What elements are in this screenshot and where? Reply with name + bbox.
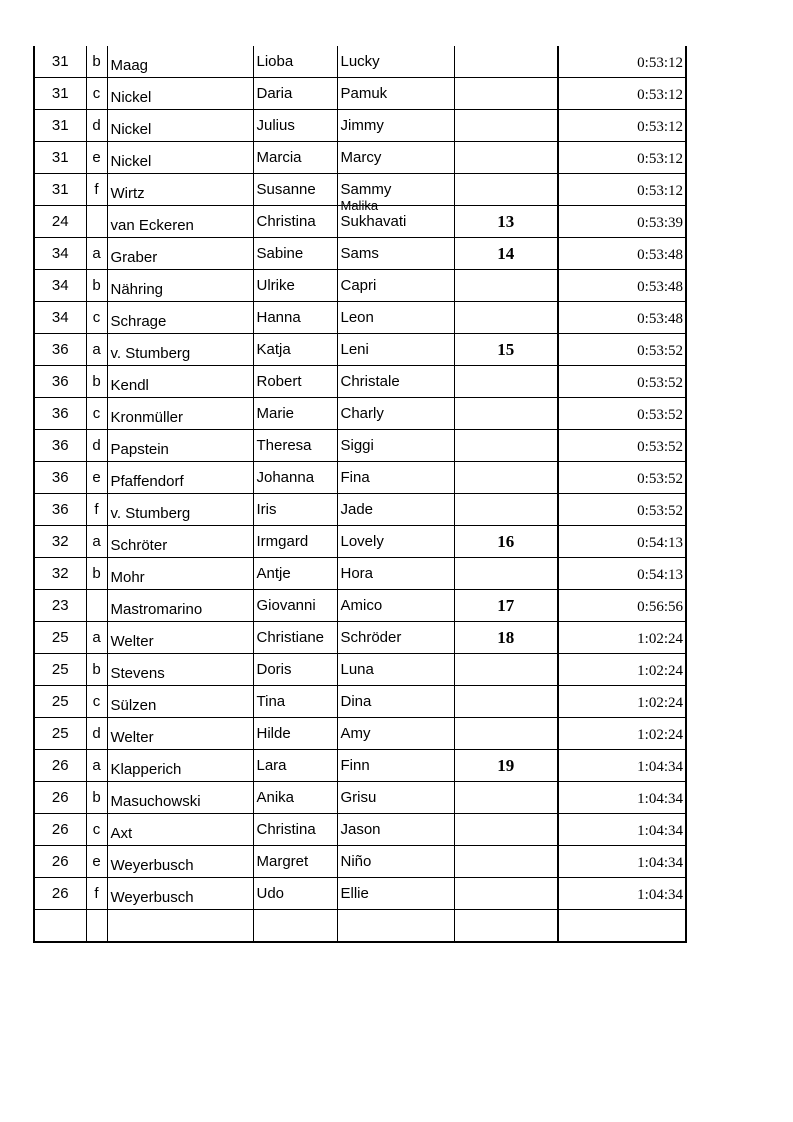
time-text: 1:02:24 [637, 663, 683, 679]
first-name-cell: Johanna [253, 462, 337, 494]
group-number-cell: 31 [34, 78, 86, 110]
time-cell [558, 750, 686, 782]
group-number-cell: 34 [34, 270, 86, 302]
group-number-cell: 23 [34, 590, 86, 622]
table-row [34, 238, 686, 270]
placement-cell [454, 142, 558, 174]
table-row [34, 334, 686, 366]
time-cell [558, 366, 686, 398]
table-row [34, 686, 686, 718]
time-cell [558, 782, 686, 814]
time-text: 0:53:52 [637, 503, 683, 519]
time-text: 1:04:34 [637, 823, 683, 839]
table-row [34, 206, 686, 238]
placement-cell [454, 910, 558, 943]
group-number-cell: 36 [34, 494, 86, 526]
dog-name-cell: Charly [337, 398, 454, 430]
time-cell [558, 910, 686, 943]
time-cell [558, 686, 686, 718]
sub-letter-cell: b [86, 654, 107, 686]
sub-letter-cell: a [86, 526, 107, 558]
group-number-cell: 36 [34, 334, 86, 366]
first-name-cell: Sabine [253, 238, 337, 270]
group-number-cell: 36 [34, 398, 86, 430]
time-cell [558, 814, 686, 846]
group-number-cell: 25 [34, 686, 86, 718]
last-name-text: Klapperich [110, 761, 182, 778]
first-name-cell: Christiane [253, 622, 337, 654]
first-name-cell: Hanna [253, 302, 337, 334]
placement-cell: 17 [454, 590, 558, 622]
group-number-cell: 31 [34, 174, 86, 206]
last-name-text: Kronmüller [110, 409, 184, 426]
table-row [34, 750, 686, 782]
group-number-cell: 26 [34, 782, 86, 814]
last-name-cell [107, 142, 253, 174]
last-name-text: Nickel [110, 153, 152, 170]
group-number-cell: 32 [34, 558, 86, 590]
last-name-cell [107, 494, 253, 526]
time-text: 0:53:48 [637, 279, 683, 295]
time-text: 0:53:39 [637, 215, 683, 231]
last-name-cell [107, 814, 253, 846]
time-text: 1:04:34 [637, 791, 683, 807]
dog-name-cell: Christale [337, 366, 454, 398]
time-text: 0:56:56 [637, 599, 683, 615]
table-row [34, 302, 686, 334]
sub-letter-cell: c [86, 398, 107, 430]
sub-letter-cell [86, 910, 107, 943]
first-name-cell: Lioba [253, 46, 337, 78]
time-text: 0:53:48 [637, 311, 683, 327]
table-row [34, 366, 686, 398]
first-name-cell: Christina [253, 814, 337, 846]
time-text: 1:04:34 [637, 759, 683, 775]
sub-letter-cell: f [86, 494, 107, 526]
placement-cell [454, 302, 558, 334]
placement-cell [454, 110, 558, 142]
dog-name-cell: Leon [337, 302, 454, 334]
last-name-cell [107, 622, 253, 654]
first-name-cell: Ulrike [253, 270, 337, 302]
first-name-cell: Tina [253, 686, 337, 718]
last-name-cell [107, 366, 253, 398]
table-row [34, 494, 686, 526]
first-name-cell: Katja [253, 334, 337, 366]
results-body [34, 46, 686, 942]
group-number-cell: 24 [34, 206, 86, 238]
sub-letter-cell: a [86, 334, 107, 366]
dog-name-cell: Schröder [337, 622, 454, 654]
last-name-text: Kendl [110, 377, 149, 394]
last-name-cell [107, 46, 253, 78]
last-name-cell [107, 558, 253, 590]
placement-cell [454, 846, 558, 878]
dog-name-cell: Lucky [337, 46, 454, 78]
time-cell [558, 846, 686, 878]
dog-name-cell: Ellie [337, 878, 454, 910]
last-name-text: Nickel [110, 121, 152, 138]
dog-name-cell: Capri [337, 270, 454, 302]
time-text: 1:02:24 [637, 631, 683, 647]
last-name-cell [107, 110, 253, 142]
time-text: 0:54:13 [637, 567, 683, 583]
time-cell [558, 206, 686, 238]
sub-letter-cell: a [86, 750, 107, 782]
last-name-text: Weyerbusch [110, 889, 194, 906]
dog-name-cell: Pamuk [337, 78, 454, 110]
table-row [34, 622, 686, 654]
table-row [34, 814, 686, 846]
sub-letter-cell: c [86, 686, 107, 718]
dog-name-cell: Fina [337, 462, 454, 494]
time-text: 0:53:52 [637, 471, 683, 487]
sub-letter-cell: b [86, 270, 107, 302]
time-cell [558, 558, 686, 590]
sub-letter-cell: e [86, 846, 107, 878]
time-cell [558, 526, 686, 558]
first-name-cell: Hilde [253, 718, 337, 750]
last-name-text: Weyerbusch [110, 857, 194, 874]
last-name-cell [107, 718, 253, 750]
time-text: 0:53:12 [637, 119, 683, 135]
dog-name-cell: Amico [337, 590, 454, 622]
last-name-cell [107, 654, 253, 686]
time-cell [558, 494, 686, 526]
group-number-cell: 25 [34, 622, 86, 654]
last-name-text: Pfaffendorf [110, 473, 184, 490]
sub-letter-cell: b [86, 46, 107, 78]
placement-cell [454, 494, 558, 526]
table-row [34, 782, 686, 814]
time-text: 0:53:12 [637, 55, 683, 71]
last-name-text: van Eckeren [110, 217, 194, 234]
last-name-cell [107, 846, 253, 878]
table-row [34, 142, 686, 174]
last-name-cell [107, 430, 253, 462]
table-row [34, 78, 686, 110]
placement-cell [454, 366, 558, 398]
placement-cell [454, 78, 558, 110]
time-text: 0:53:48 [637, 247, 683, 263]
dog-name-overflow-text: Malika [340, 198, 379, 213]
time-cell [558, 878, 686, 910]
group-number-cell: 34 [34, 238, 86, 270]
dog-name-cell: Jimmy [337, 110, 454, 142]
placement-cell [454, 46, 558, 78]
last-name-text: Stevens [110, 665, 165, 682]
dog-name-cell: Finn [337, 750, 454, 782]
table-row [34, 558, 686, 590]
group-number-cell: 36 [34, 366, 86, 398]
time-cell [558, 142, 686, 174]
sub-letter-cell: a [86, 238, 107, 270]
time-text: 1:02:24 [637, 727, 683, 743]
group-number-cell: 31 [34, 142, 86, 174]
sub-letter-cell: a [86, 622, 107, 654]
table-row [34, 270, 686, 302]
time-cell [558, 302, 686, 334]
last-name-text: Schröter [110, 537, 168, 554]
first-name-cell: Daria [253, 78, 337, 110]
dog-name-cell: Sams [337, 238, 454, 270]
group-number-cell [34, 910, 86, 943]
time-text: 0:54:13 [637, 535, 683, 551]
first-name-cell: Lara [253, 750, 337, 782]
dog-name-cell: Luna [337, 654, 454, 686]
first-name-cell: Antje [253, 558, 337, 590]
sub-letter-cell: d [86, 718, 107, 750]
time-text: 0:53:52 [637, 407, 683, 423]
group-number-cell: 26 [34, 814, 86, 846]
dog-name-cell: Marcy [337, 142, 454, 174]
last-name-text: Papstein [110, 441, 169, 458]
table-row [34, 878, 686, 910]
sub-letter-cell: b [86, 366, 107, 398]
first-name-cell: Anika [253, 782, 337, 814]
first-name-cell: Irmgard [253, 526, 337, 558]
sub-letter-cell: b [86, 558, 107, 590]
last-name-text: Mastromarino [110, 601, 203, 618]
last-name-text: Masuchowski [110, 793, 201, 810]
placement-cell: 13 [454, 206, 558, 238]
placement-cell [454, 878, 558, 910]
sub-letter-cell: c [86, 302, 107, 334]
dog-name-cell: Jade [337, 494, 454, 526]
last-name-text: Maag [110, 57, 149, 74]
time-text: 0:53:52 [637, 343, 683, 359]
last-name-cell [107, 238, 253, 270]
sub-letter-cell: e [86, 142, 107, 174]
first-name-cell: Marie [253, 398, 337, 430]
table-row [34, 430, 686, 462]
time-cell [558, 718, 686, 750]
table-row [34, 590, 686, 622]
last-name-cell [107, 686, 253, 718]
table-row [34, 846, 686, 878]
dog-name-cell: Sammy [337, 174, 454, 206]
group-number-cell: 36 [34, 462, 86, 494]
last-name-text: Graber [110, 249, 158, 266]
sub-letter-cell [86, 206, 107, 238]
last-name-text: v. Stumberg [110, 505, 191, 522]
sub-letter-cell: d [86, 110, 107, 142]
last-name-text: Welter [110, 633, 154, 650]
dog-name-cell: Amy [337, 718, 454, 750]
last-name-cell [107, 398, 253, 430]
group-number-cell: 34 [34, 302, 86, 334]
last-name-text: Axt [110, 825, 133, 842]
last-name-cell [107, 910, 253, 943]
dog-name-cell: Lovely [337, 526, 454, 558]
dog-name-text: Sukhavati [340, 213, 407, 230]
table-row [34, 718, 686, 750]
placement-cell [454, 654, 558, 686]
group-number-cell: 25 [34, 718, 86, 750]
time-cell [558, 174, 686, 206]
group-number-cell: 31 [34, 110, 86, 142]
sub-letter-cell: b [86, 782, 107, 814]
dog-name-cell: Dina [337, 686, 454, 718]
last-name-text: v. Stumberg [110, 345, 191, 362]
time-cell [558, 462, 686, 494]
placement-cell [454, 686, 558, 718]
time-cell [558, 78, 686, 110]
placement-cell [454, 558, 558, 590]
last-name-cell [107, 270, 253, 302]
last-name-text: Welter [110, 729, 154, 746]
dog-name-cell: Grisu [337, 782, 454, 814]
last-name-cell [107, 526, 253, 558]
placement-cell [454, 718, 558, 750]
first-name-cell: Giovanni [253, 590, 337, 622]
last-name-cell [107, 462, 253, 494]
dog-name-cell [337, 198, 454, 238]
last-name-text: Nähring [110, 281, 164, 298]
placement-cell [454, 462, 558, 494]
group-number-cell: 26 [34, 846, 86, 878]
last-name-cell [107, 206, 253, 238]
sub-letter-cell: e [86, 462, 107, 494]
dog-name-cell: Leni [337, 334, 454, 366]
dog-name-cell: Niño [337, 846, 454, 878]
dog-name-cell: Siggi [337, 430, 454, 462]
sub-letter-cell [86, 590, 107, 622]
group-number-cell: 36 [34, 430, 86, 462]
table-row [34, 654, 686, 686]
first-name-cell: Theresa [253, 430, 337, 462]
time-cell [558, 238, 686, 270]
last-name-cell [107, 590, 253, 622]
last-name-cell [107, 78, 253, 110]
last-name-cell [107, 302, 253, 334]
time-cell [558, 430, 686, 462]
time-text: 0:53:52 [637, 375, 683, 391]
group-number-cell: 32 [34, 526, 86, 558]
time-text: 0:53:12 [637, 87, 683, 103]
first-name-cell: Margret [253, 846, 337, 878]
placement-cell [454, 270, 558, 302]
sub-letter-cell: c [86, 78, 107, 110]
sub-letter-cell: d [86, 430, 107, 462]
group-number-cell: 26 [34, 878, 86, 910]
time-text: 0:53:12 [637, 183, 683, 199]
results-table [33, 46, 687, 943]
first-name-cell: Christina [253, 206, 337, 238]
placement-cell: 16 [454, 526, 558, 558]
placement-cell [454, 174, 558, 206]
table-row [34, 526, 686, 558]
sub-letter-cell: f [86, 174, 107, 206]
table-row [34, 910, 686, 943]
placement-cell: 19 [454, 750, 558, 782]
last-name-cell [107, 878, 253, 910]
group-number-cell: 25 [34, 654, 86, 686]
time-text: 0:53:12 [637, 151, 683, 167]
table-row [34, 46, 686, 78]
last-name-cell [107, 782, 253, 814]
time-cell [558, 334, 686, 366]
dog-name-cell: Jason [337, 814, 454, 846]
placement-cell: 18 [454, 622, 558, 654]
time-cell [558, 590, 686, 622]
time-cell [558, 398, 686, 430]
first-name-cell: Susanne [253, 174, 337, 206]
time-text: 1:02:24 [637, 695, 683, 711]
first-name-cell: Robert [253, 366, 337, 398]
first-name-cell: Doris [253, 654, 337, 686]
first-name-cell [253, 910, 337, 943]
time-cell [558, 110, 686, 142]
table-row [34, 398, 686, 430]
last-name-text: Sülzen [110, 697, 157, 714]
last-name-cell [107, 174, 253, 206]
first-name-cell: Julius [253, 110, 337, 142]
last-name-text: Nickel [110, 89, 152, 106]
last-name-text: Mohr [110, 569, 145, 586]
placement-cell [454, 814, 558, 846]
last-name-text: Schrage [110, 313, 167, 330]
placement-cell [454, 430, 558, 462]
time-cell [558, 270, 686, 302]
placement-cell: 14 [454, 238, 558, 270]
table-row [34, 462, 686, 494]
placement-cell [454, 782, 558, 814]
time-text: 1:04:34 [637, 887, 683, 903]
placement-cell [454, 398, 558, 430]
table-row [34, 110, 686, 142]
time-cell [558, 46, 686, 78]
dog-name-cell [337, 910, 454, 943]
time-text: 1:04:34 [637, 855, 683, 871]
sub-letter-cell: f [86, 878, 107, 910]
placement-cell: 15 [454, 334, 558, 366]
last-name-cell [107, 334, 253, 366]
time-cell [558, 654, 686, 686]
last-name-text: Wirtz [110, 185, 145, 202]
sub-letter-cell: c [86, 814, 107, 846]
dog-name-cell: Hora [337, 558, 454, 590]
time-cell [558, 622, 686, 654]
first-name-cell: Iris [253, 494, 337, 526]
last-name-cell [107, 750, 253, 782]
group-number-cell: 26 [34, 750, 86, 782]
first-name-cell: Marcia [253, 142, 337, 174]
group-number-cell: 31 [34, 46, 86, 78]
time-text: 0:53:52 [637, 439, 683, 455]
first-name-cell: Udo [253, 878, 337, 910]
